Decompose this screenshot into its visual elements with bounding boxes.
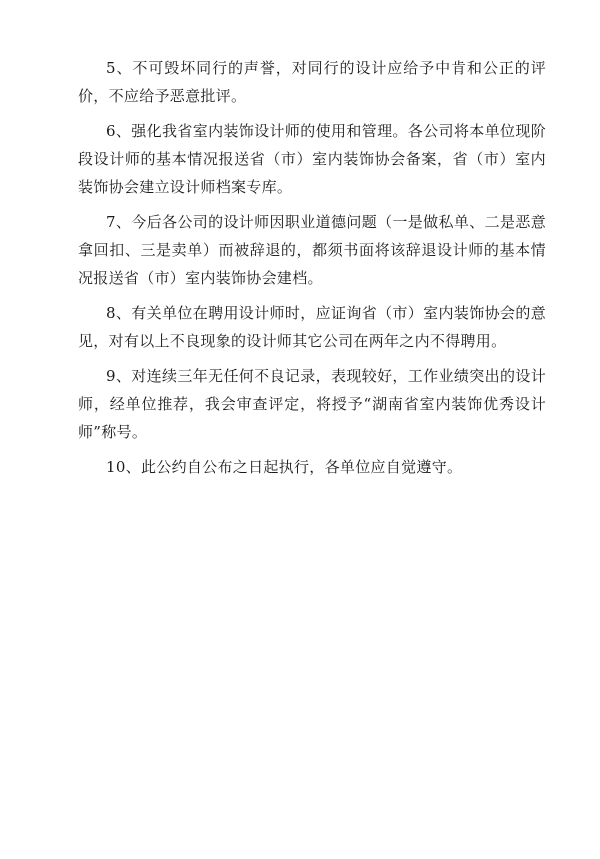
clause-10: 10、此公约自公布之日起执行，各单位应自觉遵守。 — [106, 458, 463, 476]
clause-8: 8、有关单位在聘用设计师时，应证询省（市）室内装饰协会的意见，对有以上不良现象的设计师其它公司在两年之内不得聘用。 — [78, 304, 546, 350]
clause-6: 6、强化我省室内装饰设计师的使用和管理。各公司将本单位现阶段设计师的基本情况报送省（市）室内装饰协会备案，省（市）室内装饰协会建立设计师档案专库。 — [78, 122, 546, 196]
clause-7: 7、今后各公司的设计师因职业道德问题（一是做私单、二是恶意拿回扣、三是卖单）而被辞退的，都须书面将该辞退设计师的基本情况报送省（市）室内装饰协会建档。 — [78, 213, 546, 287]
clause-5: 5、不可毁坏同行的声誉，对同行的设计应给予中肯和公正的评价，不应给予恶意批评。 — [78, 59, 546, 105]
clause-9: 9、对连续三年无任何不良记录，表现较好，工作业绩突出的设计师，经单位推荐，我会审查评定，将授予“湖南省室内装饰优秀设计师”称号。 — [78, 367, 546, 441]
document-body — [78, 54, 546, 488]
